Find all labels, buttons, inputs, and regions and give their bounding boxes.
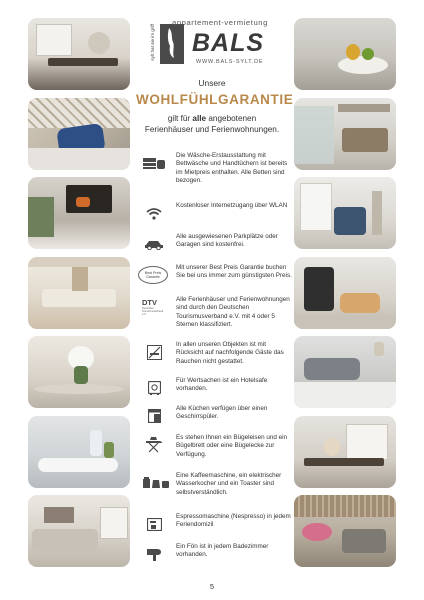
photo-terrace-plants (294, 495, 396, 567)
photo-lounge-sofa (28, 495, 130, 567)
dtv-label: DTV (142, 297, 157, 307)
feature-text: Die Wäsche-Erstausstattung mit Bettwäsche und Handtüchern ist bereits im Mietpreis enthalten. Alle Betten sind bezogen. (176, 152, 288, 184)
center-column (136, 18, 294, 135)
photo-coffee-machine (294, 257, 396, 329)
logo-side-label: sylt hat sie im griff (150, 24, 155, 61)
guarantee-heading (136, 78, 294, 135)
photo-dining-table (294, 416, 396, 488)
photo-living-area (28, 257, 130, 329)
badge-best-price: Best Preis (144, 270, 162, 275)
kitchen-appliances-icon (142, 472, 170, 494)
photo-glass-shower (294, 98, 396, 170)
dtv-sublabel: Deutscher Tourismusverband e.V. (142, 306, 164, 316)
photo-bedroom-pillow (294, 336, 396, 408)
logo-island-icon (160, 24, 184, 64)
feature-text: Mit unserer Best Preis Garantie buchen Sie bei uns immer zum günstigsten Preis. (176, 264, 292, 280)
bed-linen-icon (142, 152, 166, 174)
feature-text: Alle ausgewiesenen Parkplätze oder Garagen sind kostenfrei. (176, 233, 278, 249)
heading-intro: Unsere (198, 78, 226, 88)
photo-armchair-window (294, 177, 396, 249)
logo-wordmark: BALS (192, 29, 265, 57)
subtitle-bold: alle (192, 114, 207, 123)
subtitle-line2: Ferienhäuser und Ferienwohnungen. (144, 125, 280, 134)
best-price-badge-icon (138, 264, 168, 286)
safe-icon (142, 377, 166, 399)
feature-text: In allen unseren Objekten ist mit Rücksicht auf nachfolgende Gäste das Rauchen nicht gestattet. (176, 341, 284, 365)
feature-text: Alle Küchen verfügen über einen Geschirrspüler. (176, 405, 268, 421)
no-smoking-icon (142, 341, 166, 363)
ironing-board-icon (142, 434, 166, 456)
photo-dining-room (28, 18, 130, 90)
photo-table-flowers (28, 336, 130, 408)
photo-fireplace-lounge (28, 177, 130, 249)
page-number: 5 (209, 582, 215, 591)
badge-guarantee: Garantie (146, 275, 160, 279)
feature-text: Espressomaschine (Nespresso) in jedem Feriendomizil (176, 513, 291, 529)
espresso-machine-icon (142, 513, 166, 535)
car-icon (142, 233, 166, 255)
feature-text: Für Wertsachen ist ein Hotelsafe vorhanden. (176, 377, 268, 393)
heading-subtitle (136, 113, 288, 135)
logo-side-text (150, 24, 158, 64)
hair-dryer-icon (142, 543, 166, 565)
logo-tagline: appartement-vermietung (172, 18, 268, 27)
feature-text: Ein Fön ist in jedem Badezimmer vorhanden. (176, 543, 269, 559)
photo-sofa-cushions (28, 98, 130, 170)
heading-title: WOHLFÜHLGARANTIE (136, 92, 294, 107)
feature-text: Es stehen Ihnen ein Bügeleisen und ein Bügelbrett oder eine Bügelecke zur Verfügung. (176, 434, 287, 458)
dishwasher-icon (142, 405, 166, 427)
photo-fruit-bowl (294, 18, 396, 90)
feature-text: Eine Kaffeemaschine, ein elektrischer Wasserkocher und ein Toaster sind selbstverständlich. (176, 472, 282, 496)
dtv-icon (142, 296, 172, 318)
feature-text: Kostenloser Internetzugang über WLAN (176, 202, 288, 209)
right-photo-column (294, 18, 396, 575)
photo-bathroom-sink (28, 416, 130, 488)
subtitle-pre: gilt für (167, 114, 193, 123)
feature-text: Alle Ferienhäuser und Ferienwohnungen sind durch den Deutschen Tourismusverband e.V. mit 4 oder 5 Sternen klassifiziert. (176, 296, 290, 328)
subtitle-post: angebotenen (206, 114, 257, 123)
logo-url: WWW.BALS-SYLT.DE (196, 59, 264, 65)
logo (136, 18, 288, 72)
left-photo-column (28, 18, 130, 575)
wifi-icon (142, 202, 166, 224)
